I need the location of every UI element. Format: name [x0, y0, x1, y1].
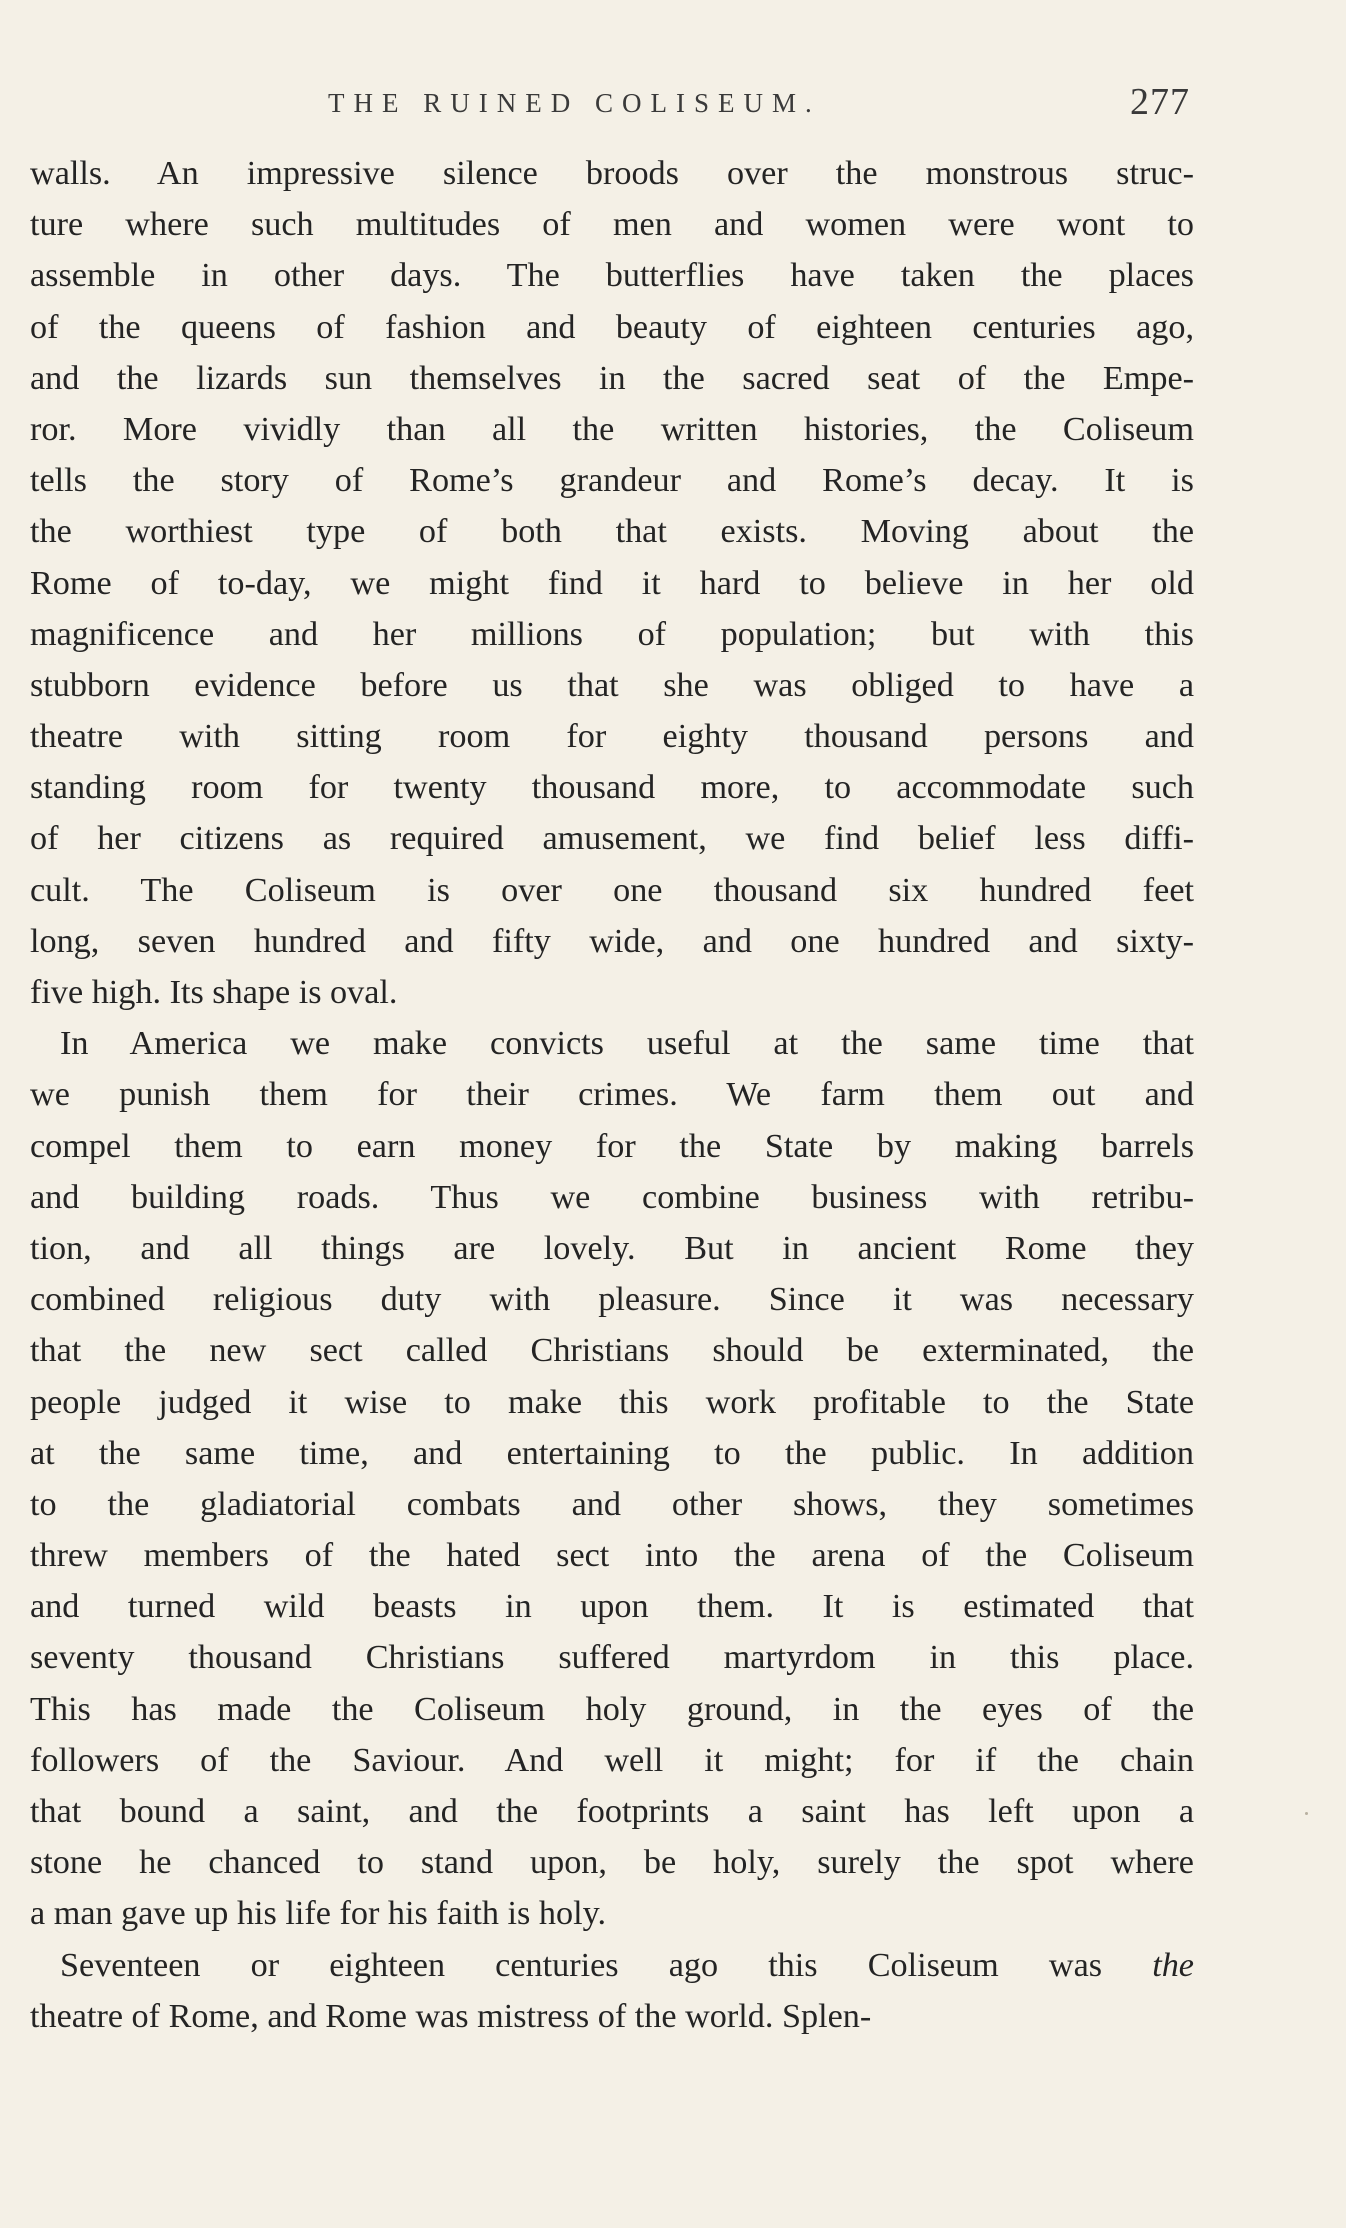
text-line: of the queens of fashion and beauty of eighteen centuries ago, — [30, 308, 1194, 346]
text-line: Seventeen or eighteen centuries ago this Coliseum was the — [60, 1946, 1194, 1984]
text-line: stubborn evidence before us that she was obliged to have a — [30, 666, 1194, 704]
text-line: five high. Its shape is oval. — [30, 974, 398, 1011]
text-line: This has made the Coliseum holy ground, in the eyes of the — [30, 1690, 1194, 1728]
text-line: that bound a saint, and the footprints a saint has left upon a — [30, 1793, 1194, 1830]
text-line: we punish them for their crimes. We farm them out and — [30, 1076, 1194, 1114]
text-line: followers of the Saviour. And well it might; for if the chain — [30, 1741, 1194, 1779]
text-line: of her citizens as required amusement, we find belief less diffi- — [30, 820, 1194, 858]
text-line: stone he chanced to stand upon, be holy, surely the spot where — [30, 1844, 1194, 1882]
text-line: people judged it wise to make this work profitable to the State — [30, 1383, 1194, 1421]
text-line: and building roads. Thus we combine business with retribu- — [30, 1178, 1194, 1216]
text-line: assemble in other days. The butterflies have taken the places — [30, 257, 1194, 295]
text-line: long, seven hundred and fifty wide, and one hundred and sixty- — [30, 922, 1194, 960]
text-line: ture where such multitudes of men and women were wont to — [30, 206, 1194, 244]
text-line: to the gladiatorial combats and other shows, they sometimes — [30, 1485, 1194, 1523]
text-line: combined religious duty with pleasure. Since it was necessary — [30, 1281, 1194, 1319]
text-line: tells the story of Rome’s grandeur and Rome’s decay. It is — [30, 462, 1194, 500]
text-line: and the lizards sun themselves in the sacred seat of the Empe- — [30, 359, 1194, 397]
page-number: 277 — [1130, 81, 1190, 123]
text-line: seventy thousand Christians suffered martyrdom in this place. — [30, 1639, 1194, 1677]
text-line: In America we make convicts useful at the same time that — [60, 1025, 1194, 1063]
running-title: THE RUINED COLISEUM. — [328, 88, 821, 118]
text-line: walls. An impressive silence broods over the monstrous struc- — [30, 155, 1194, 192]
text-line: that the new sect called Christians should be exterminated, the — [30, 1332, 1194, 1370]
body-text — [30, 148, 1194, 2042]
text-line: and turned wild beasts in upon them. It is estimated that — [30, 1588, 1194, 1626]
text-line: a man gave up his life for his faith is holy. — [30, 1895, 606, 1933]
text-line: compel them to earn money for the State by making barrels — [30, 1127, 1194, 1165]
running-head — [30, 81, 1190, 128]
text-line: threw members of the hated sect into the arena of the Coliseum — [30, 1537, 1194, 1575]
text-line: tion, and all things are lovely. But in ancient Rome they — [30, 1229, 1194, 1267]
text-line: standing room for twenty thousand more, to accommodate such — [30, 769, 1194, 807]
paper-speck — [1305, 1812, 1308, 1815]
text-line: cult. The Coliseum is over one thousand six hundred feet — [30, 871, 1194, 909]
text-line: at the same time, and entertaining to the public. In addition — [30, 1434, 1194, 1472]
text-line: the worthiest type of both that exists. Moving about the — [30, 513, 1194, 551]
text-line: Rome of to-day, we might find it hard to believe in her old — [30, 564, 1194, 602]
text-line: ror. More vividly than all the written histories, the Coliseum — [30, 410, 1194, 448]
text-line: theatre with sitting room for eighty thousand persons and — [30, 718, 1194, 756]
text-line: theatre of Rome, and Rome was mistress of the world. Splen- — [30, 1997, 872, 2035]
text-line: magnificence and her millions of population; but with this — [30, 615, 1194, 653]
